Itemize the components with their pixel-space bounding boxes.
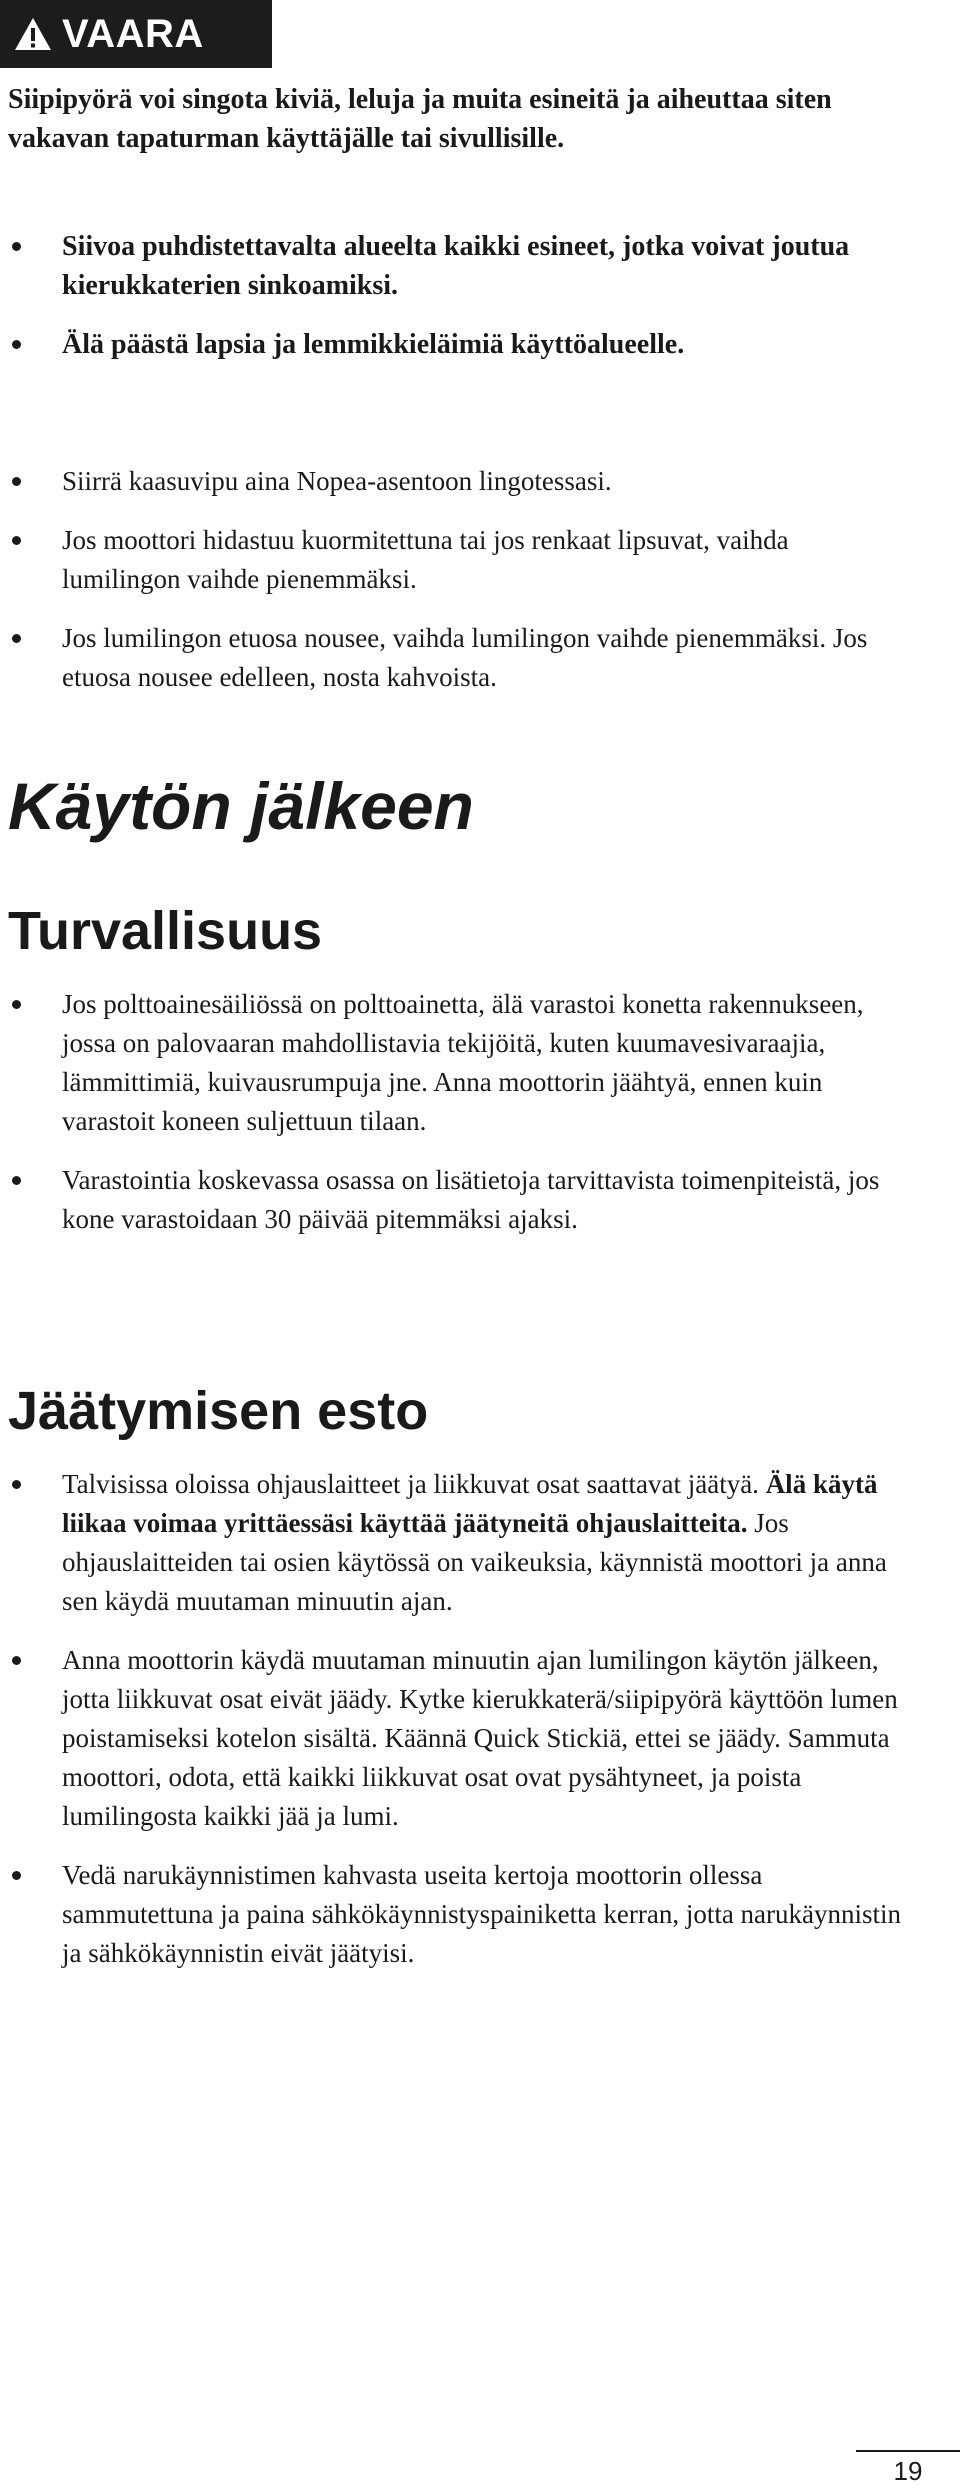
list-item: Vedä narukäynnistimen kahvasta useita kertoja moottorin ollessa sammutettuna ja paina sähkökäynnistyspainiketta kerran, jotta narukäynnistin ja sähkökäynnistin eivät jäätyisi. bbox=[8, 1856, 913, 1973]
list-item: Älä päästä lapsia ja lemmikkieläimiä käyttöalueelle. bbox=[8, 325, 913, 364]
operation-bullet-list bbox=[8, 462, 913, 717]
warning-badge bbox=[0, 0, 272, 68]
freeze-text: Talvisissa oloissa ohjauslaitteet ja liikkuvat osat saattavat jäätyä. bbox=[62, 1469, 766, 1499]
list-item bbox=[8, 1465, 913, 1621]
list-item: Jos lumilingon etuosa nousee, vaihda lumilingon vaihde pienemmäksi. Jos etuosa nousee edelleen, nosta kahvoista. bbox=[8, 619, 913, 697]
warning-intro: Siipipyörä voi singota kiviä, leluja ja muita esineitä ja aiheuttaa siten vakavan tapaturman käyttäjälle tai sivullisille. bbox=[8, 84, 832, 154]
list-item: Jos moottori hidastuu kuormitettuna tai jos renkaat lipsuvat, vaihda lumilingon vaihde pienemmäksi. bbox=[8, 521, 913, 599]
section-title: Käytön jälkeen bbox=[8, 769, 474, 843]
safety-heading: Turvallisuus bbox=[8, 901, 323, 961]
freeze-emphasis: Älä käytä liikaa voimaa yrittäessäsi käyttää jäätyneitä ohjauslaitteita. bbox=[62, 1469, 878, 1538]
warning-bullet-list bbox=[8, 227, 913, 384]
safety-bullet-list bbox=[8, 985, 913, 1259]
warning-triangle-icon bbox=[14, 17, 52, 51]
page-number: 19 bbox=[893, 2456, 923, 2486]
list-item: Siivoa puhdistettavalta alueelta kaikki esineet, jotka voivat joutua kierukkaterien sinkoamiksi. bbox=[8, 227, 913, 305]
page-number-rule bbox=[856, 2450, 960, 2452]
freeze-bullet-list bbox=[8, 1465, 913, 1993]
list-item: Varastointia koskevassa osassa on lisätietoja tarvittavista toimenpiteistä, jos kone varastoidaan 30 päivää pitemmäksi ajaksi. bbox=[8, 1161, 913, 1239]
list-item: Siirrä kaasuvipu aina Nopea-asentoon lingotessasi. bbox=[8, 462, 913, 501]
warning-label: VAARA bbox=[62, 11, 204, 56]
list-item: Anna moottorin käydä muutaman minuutin ajan lumilingon käytön jälkeen, jotta liikkuvat osat eivät jäädy. Kytke kierukkaterä/siipipyörä käyttöön lumen poistamiseksi kotelon sisältä. Käännä Quick Stickiä, ettei se jäädy. Sammuta moottori, odota, että kaikki liikkuvat osat ovat pysähtyneet, ja poista lumilingosta kaikki jää ja lumi. bbox=[8, 1641, 913, 1836]
list-item: Jos polttoainesäiliössä on polttoainetta, älä varastoi konetta rakennukseen, jossa on palovaaran mahdollistavia tekijöitä, kuten kuumavesivaraajia, lämmittimiä, kuivausrumpuja jne. Anna moottorin jäähtyä, ennen kuin varastoit koneen suljettuun tilaan. bbox=[8, 985, 913, 1141]
freeze-text: Jos ohjauslaitteiden tai osien käytössä on vaikeuksia, käynnistä moottori ja anna sen käydä muutaman minuutin ajan. bbox=[62, 1508, 887, 1616]
freeze-heading: Jäätymisen esto bbox=[8, 1381, 429, 1441]
